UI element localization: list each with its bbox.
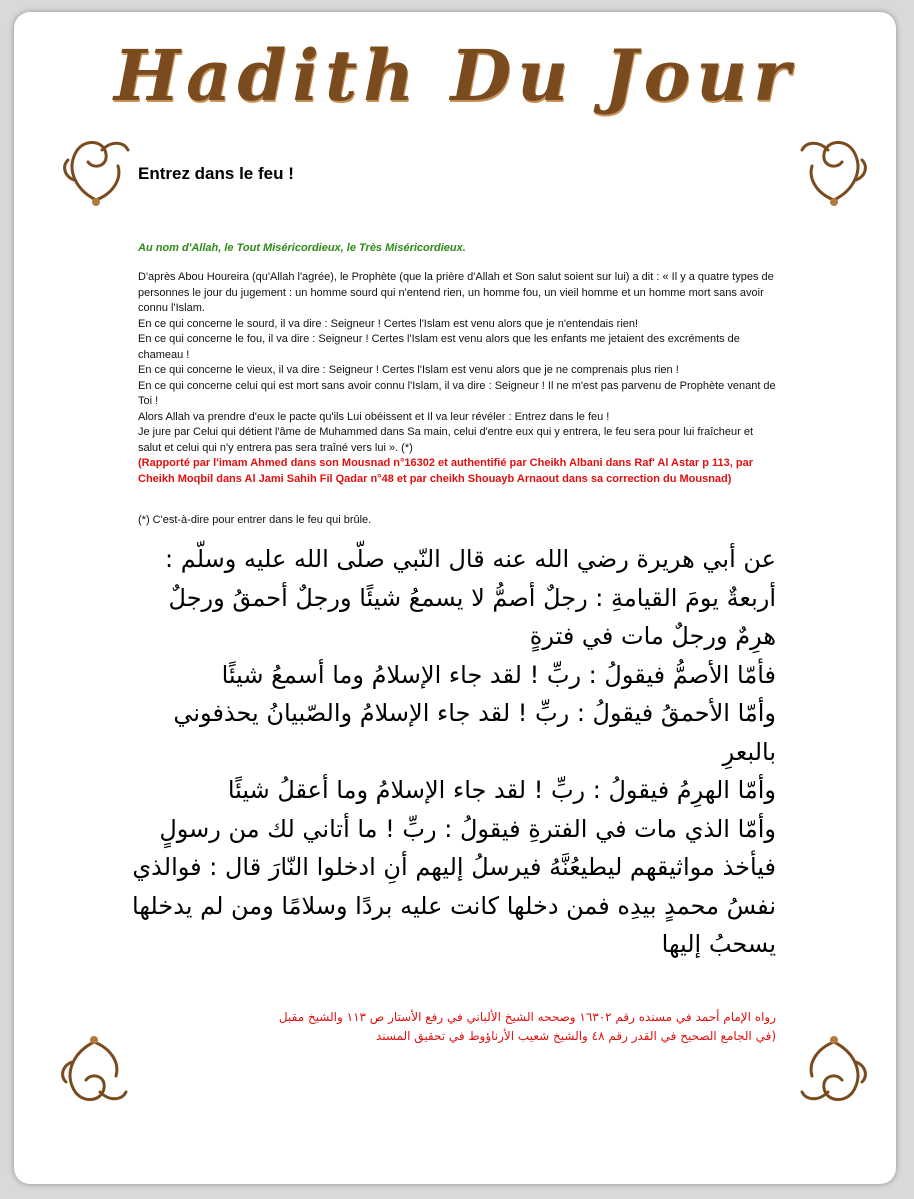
hadith-paragraph: En ce qui concerne le vieux, il va dire : Seigneur ! Certes l'Islam est venu alors que je ne comprenais plus rien ! xyxy=(138,364,679,376)
arabic-line: فأمّا الأصمُّ فيقولُ : ربِّ ! لقد جاء الإسلامُ وما أسمعُ شيئًا xyxy=(221,660,776,689)
site-logo: Hadith Du Jour xyxy=(113,34,797,117)
corner-flourish-icon xyxy=(56,130,136,210)
arabic-line: وأمّا الأحمقُ فيقولُ : ربِّ ! لقد جاء الإسلامُ والصّبيانُ يحذفوني بالبعرِ xyxy=(173,699,776,766)
hadith-paragraph: En ce qui concerne celui qui est mort sans avoir connu l'Islam, il va dire : Seigneur ! Il ne m'est pas parvenu de Prophète venant de Toi ! xyxy=(138,379,776,407)
arabic-line: عن أبي هريرة رضي الله عنه قال النّبي صلّى الله عليه وسلّم : أربعةٌ يومَ القيامةِ : رجلٌ أصمُّ لا يسمعُ شيئًا ورجلٌ أحمقُ ورجلٌ هرِمٌ ورجلٌ مات في فترةٍ xyxy=(165,545,776,650)
corner-flourish-icon xyxy=(54,1032,134,1112)
corner-flourish-icon xyxy=(794,130,874,210)
hadith-paragraph: Alors Allah va prendre d'eux le pacte qu'ils Lui obéissent et Il va leur révéler : Entrez dans le feu ! xyxy=(138,410,610,423)
arabic-line: وأمّا الذي مات في الفترةِ فيقولُ : ربِّ ! ما أتاني لك من رسولٍ xyxy=(159,814,776,843)
arabic-reference-line: (في الجامع الصحيح في القدر رقم ٤٨ والشيخ شعيب الأرناؤوط في تحقيق المسند xyxy=(375,1029,776,1043)
hadith-paragraph: Je jure par Celui qui détient l'âme de Muhammed dans Sa main, celui d'entre eux qui y entrera, le feu sera pour lui fraîcheur et salut et celui qui n'y entrera pas sera traîné vers lui ». (*) xyxy=(138,426,754,454)
arabic-reference xyxy=(124,1008,776,1046)
hadith-arabic-text xyxy=(124,540,776,964)
hadith-paragraph: En ce qui concerne le fou, il va dire : Seigneur ! Certes l'Islam est venu alors que les enfants me jetaient des excréments de chameau ! xyxy=(138,333,740,361)
arabic-line: فيأخذ مواثيقهم ليطيعُنَّهُ فيرسلُ إليهم أنِ ادخلوا النّارَ قال : فوالذي نفسُ محمدٍ بيدِه فمن دخلها كانت عليه بردًا وسلامًا ومن لم يدخلها يسحبُ إليها xyxy=(132,853,776,958)
header-banner xyxy=(14,26,896,126)
hadith-paragraph: En ce qui concerne le sourd, il va dire : Seigneur ! Certes l'Islam est venu alors que je n'entendais rien! xyxy=(138,317,639,330)
footnote: (*) C'est-à-dire pour entrer dans le feu qui brûle. xyxy=(138,514,372,526)
hadith-reference: (Rapporté par l'imam Ahmed dans son Mousnad n°16302 et authentifié par Cheikh Albani dans Raf' Al Astar p 113, par Cheikh Moqbil dans Al Jami Sahih Fil Qadar n°48 et par cheikh Shouayb Arnaout dans sa correction du Mousnad) xyxy=(138,457,753,485)
document-page xyxy=(14,12,896,1184)
arabic-reference-line: رواه الإمام أحمد في مسنده رقم ١٦٣٠٢ وصححه الشيخ الألباني في رفع الأستار ص ١١٣ والشيخ مقبل xyxy=(278,1010,776,1024)
arabic-line: وأمّا الهرِمُ فيقولُ : ربِّ ! لقد جاء الإسلامُ وما أعقلُ شيئًا xyxy=(227,776,776,804)
hadith-paragraph: D'après Abou Houreira (qu'Allah l'agrée), le Prophète (que la prière d'Allah et Son salut soient sur lui) a dit : « Il y a quatre types de personnes le jour du jugement : un homme sourd qui n'entend rien, un homme fou, un vieil homme et un homme mort sans avoir connu l'Islam. xyxy=(138,271,774,314)
hadith-french-text xyxy=(138,270,778,487)
article-title: Entrez dans le feu ! xyxy=(138,164,294,183)
bismillah-line: Au nom d'Allah, le Tout Miséricordieux, le Très Miséricordieux. xyxy=(138,242,466,254)
corner-flourish-icon xyxy=(794,1032,874,1112)
